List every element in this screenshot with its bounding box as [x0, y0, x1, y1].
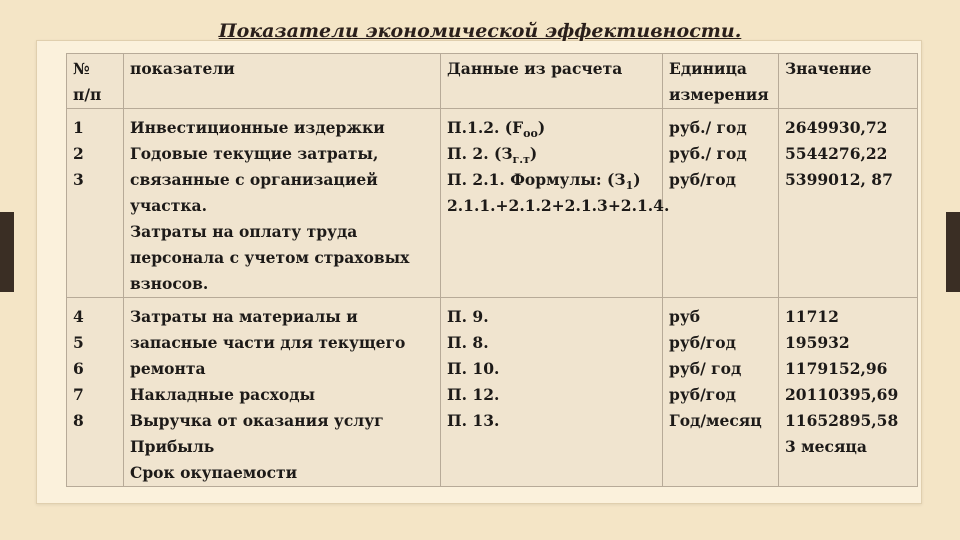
value-text: 5544276,22: [785, 144, 888, 163]
row-num: 6: [73, 359, 84, 378]
source-ref: П. 12.: [447, 385, 500, 404]
header-num: № п/п: [67, 54, 124, 109]
row-num: 4: [73, 307, 84, 326]
value-text: 20110395,69: [785, 385, 899, 404]
unit-label: руб./ год: [669, 118, 747, 137]
indicator-label: взносов.: [130, 274, 209, 293]
slide-title: Показатели экономической эффективности.: [218, 20, 742, 42]
header-source: Данные из расчета: [441, 54, 663, 109]
value-text: 3 месяца: [785, 437, 867, 456]
table-header-row: [67, 54, 918, 109]
table-row: [67, 298, 918, 487]
indicator-label: Годовые текущие затраты,: [130, 144, 379, 163]
indicator-label: персонала с учетом страховых: [130, 248, 410, 267]
unit-label: руб/год: [669, 170, 736, 189]
row-num: 3: [73, 170, 84, 189]
source-ref-formula: 2.1.1.+2.1.2+2.1.3+2.1.4.: [447, 196, 670, 215]
source-ref: П. 2.1. Формулы: $(З_1)$: [447, 170, 641, 193]
source-ref: П. 10.: [447, 359, 500, 378]
value-text: 11652895,58: [785, 411, 899, 430]
value-text: 2649930,72: [785, 118, 888, 137]
row-num: 2: [73, 144, 84, 163]
row-num: 1: [73, 118, 84, 137]
indicator-label: связанные с организацией: [130, 170, 378, 189]
source-ref: П.1.2. $(F_{оо})$: [447, 118, 546, 141]
indicator-label: запасные части для текущего: [130, 333, 406, 352]
unit-label: руб./ год: [669, 144, 747, 163]
source-ref: П. 8.: [447, 333, 489, 352]
row-num: 7: [73, 385, 84, 404]
header-unit: Единица измерения: [663, 54, 779, 109]
value-text: 5399012, 87: [785, 170, 893, 189]
indicator-label: Срок окупаемости: [130, 463, 298, 482]
header-indicator: показатели: [124, 54, 441, 109]
right-decor-stripe: [946, 212, 960, 292]
source-ref: П. 9.: [447, 307, 489, 326]
indicator-label: Затраты на материалы и: [130, 307, 358, 326]
row-num: 8: [73, 411, 84, 430]
unit-label: Год/месяц: [669, 411, 762, 430]
unit-label: руб: [669, 307, 701, 326]
source-ref: П. 13.: [447, 411, 500, 430]
indicator-label: ремонта: [130, 359, 206, 378]
table-row: [67, 109, 918, 298]
unit-label: руб/год: [669, 333, 736, 352]
indicator-label: Затраты на оплату труда: [130, 222, 358, 241]
value-text: 11712: [785, 307, 839, 326]
unit-label: руб/год: [669, 385, 736, 404]
indicator-label: Накладные расходы: [130, 385, 316, 404]
indicator-label: Инвестиционные издержки: [130, 118, 385, 137]
value-text: 195932: [785, 333, 850, 352]
indicator-label: участка.: [130, 196, 207, 215]
value-text: 1179152,96: [785, 359, 888, 378]
header-value: Значение: [779, 54, 918, 109]
indicator-label: Прибыль: [130, 437, 215, 456]
row-num: 5: [73, 333, 84, 352]
unit-label: руб/ год: [669, 359, 742, 378]
source-ref: П. 2. $(З_{г.т})$: [447, 144, 538, 167]
indicators-table: [66, 53, 918, 487]
indicator-label: Выручка от оказания услуг: [130, 411, 384, 430]
left-decor-stripe: [0, 212, 14, 292]
